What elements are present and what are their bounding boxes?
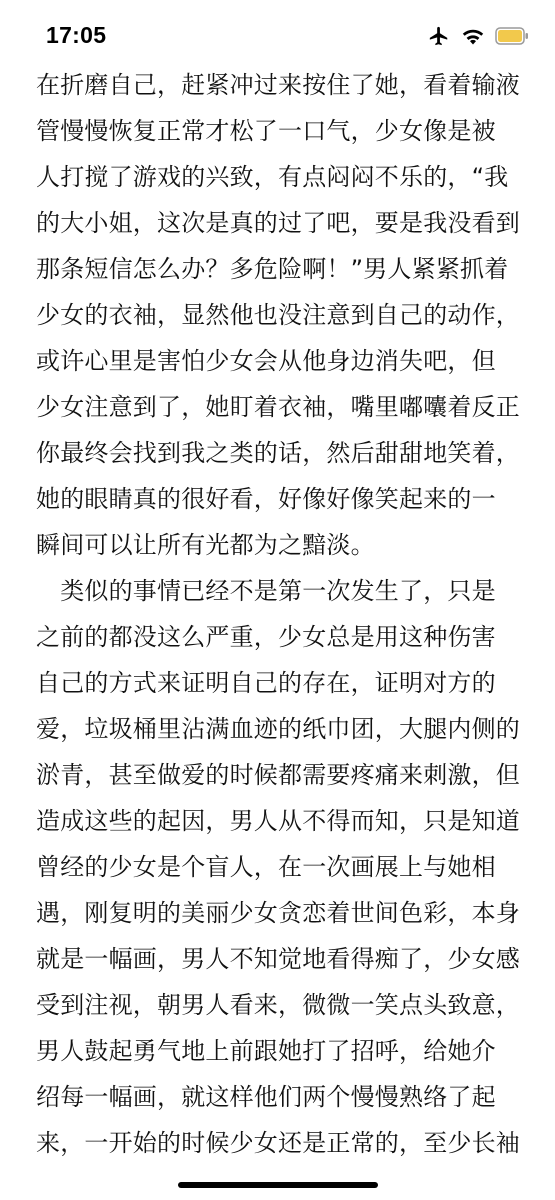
text-line: 管慢慢恢复正常才松了一口气，少女像是被 [36, 117, 496, 145]
text-line: 人打搅了游戏的兴致，有点闷闷不乐的，“我 [36, 163, 509, 191]
airplane-icon [427, 25, 451, 47]
text-line: 之前的都没这么严重，少女总是用这种伤害 [36, 623, 496, 651]
text-line: 少女注意到了，她盯着衣袖，嘴里嘟囔着反正 [36, 393, 520, 421]
text-line: 曾经的少女是个盲人，在一次画展上与她相 [36, 853, 496, 881]
status-time: 17:05 [46, 22, 107, 48]
text-line: 来，一开始的时候少女还是正常的，至少长袖 [36, 1129, 520, 1157]
text-line: 少女的衣袖，显然他也没注意到自己的动作， [36, 301, 520, 329]
text-line: 受到注视，朝男人看来，微微一笑点头致意， [36, 991, 520, 1019]
text-line: 淤青，甚至做爱的时候都需要疼痛来刺激，但 [36, 761, 520, 789]
text-line: 的大小姐，这次是真的过了吧，要是我没看到 [36, 209, 520, 237]
text-line: 男人鼓起勇气地上前跟她打了招呼，给她介 [36, 1037, 496, 1065]
status-icons [427, 24, 529, 48]
text-line: 爱，垃圾桶里沾满血迹的纸巾团，大腿内侧的 [36, 715, 520, 743]
text-line: 或许心里是害怕少女会从他身边消失吧，但 [36, 347, 496, 375]
text-line: 你最终会找到我之类的话，然后甜甜地笑着， [36, 439, 520, 467]
paragraph-1 [36, 62, 526, 568]
home-indicator[interactable] [178, 1182, 378, 1188]
text-line: 绍每一幅画，就这样他们两个慢慢熟络了起 [36, 1083, 496, 1111]
text-line: 类似的事情已经不是第一次发生了，只是 [36, 577, 496, 605]
text-line: 造成这些的起因，男人从不得而知，只是知道 [36, 807, 520, 835]
text-line: 遇，刚复明的美丽少女贪恋着世间色彩，本身 [36, 899, 520, 927]
text-line: 就是一幅画，男人不知觉地看得痴了，少女感 [36, 945, 520, 973]
status-bar [0, 0, 555, 66]
text-line: 自己的方式来证明自己的存在，证明对方的 [36, 669, 496, 697]
text-line: 在折磨自己，赶紧冲过来按住了她，看着输液 [36, 71, 520, 99]
battery-icon [495, 27, 529, 45]
text-line: 那条短信怎么办？多危险啊！”男人紧紧抓着 [36, 255, 509, 283]
wifi-icon [461, 26, 485, 46]
paragraph-2 [36, 568, 526, 1166]
reader-text-area[interactable] [36, 62, 526, 1166]
text-line: 瞬间可以让所有光都为之黯淡。 [36, 531, 375, 559]
text-line: 她的眼睛真的很好看，好像好像笑起来的一 [36, 485, 496, 513]
